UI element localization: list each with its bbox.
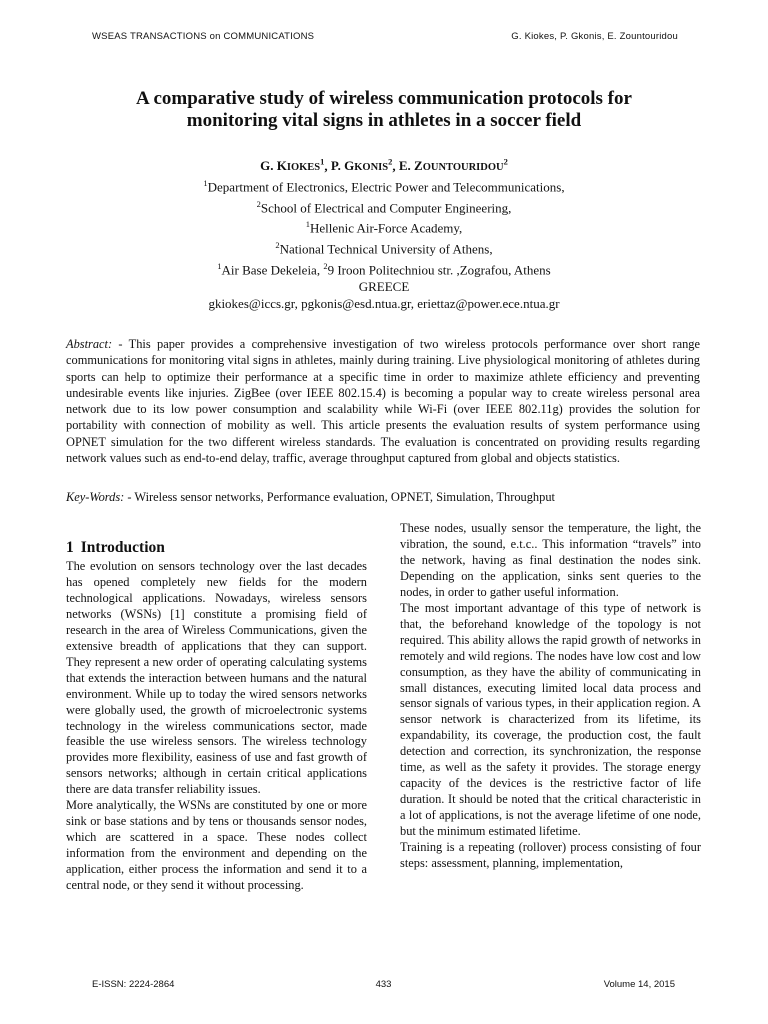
left-column	[66, 538, 367, 894]
paragraph: The most important advantage of this type of network is that, the beforehand knowledge of the topology is not required. This ability allows the rapid growth of networks in remotely and wild regions. The nodes have low cost and low consumption, as they have the ability of communicating in small distances, executing limited local data process and sensor signals of various types, in their application region. A sensor network is characterized from its lifetime, its expandability, its coverage, the production cost, the fault detection and correction, its synchronization, the response time, as well as the safety it provides. The storage energy capacity of the devices is the restrictive factor of life duration. It should be noted that the critical characteristic in a lot of applications, is not the average lifetime of one node, but the minimum estimated lifetime.	[400, 600, 701, 839]
running-head	[92, 31, 678, 45]
affiliation-3: $^1$Hellenic Air-Force Academy,	[305, 219, 463, 236]
page-footer	[92, 979, 675, 993]
author-3: E. ZOUNTOURIDOU$^2$	[398, 157, 508, 174]
paragraph: Training is a repeating (rollover) process consisting of four steps: assessment, planning, implementation,	[400, 840, 701, 871]
author-2: P. GKONIS$^2$	[330, 157, 393, 174]
keywords-text: - Wireless sensor networks, Performance evaluation, OPNET, Simulation, Throughput	[124, 490, 555, 504]
paragraph: The evolution on sensors technology over the last decades has opened completely new fields for the modern technological applications. Nowadays, wireless sensors networks (WSNs) [1] constitute a promising field of research in the area of Wireless Communications, given the extensive breadth of applications that they can support. They represent a new order of operating calculating systems that extends the interaction between humans and the natural environment. While up to today the wired sensors networks were globally used, the growth of microelectronic systems technology in the wireless communications sector, made feasible the use wireless sensors. The wireless technology provides more flexibility, easiness of use and fast growth of sensors networks; although in certain critical applications there are data transfer reliability issues.	[66, 559, 367, 797]
paper-title	[70, 88, 698, 132]
author-1: G. KIOKES$^1$	[260, 157, 325, 174]
affiliation-address: $^1$Air Base Dekeleia, $^2$9 Iroon Politechniou str. ,Zografou, Athens	[217, 260, 551, 277]
section-heading	[66, 538, 367, 558]
paragraph: More analytically, the WSNs are constituted by one or more sink or base stations and by tens or thousands sensor nodes, which are scattered in a space. These nodes collect information from the environment and depending on the application, either process the information and send it to a central node, or they send it without processing.	[66, 798, 367, 893]
page-number: 433	[375, 979, 392, 990]
keywords	[66, 489, 700, 505]
affiliation-2: $^2$School of Electrical and Computer Engineering,	[256, 198, 512, 215]
running-head-authors: G. Kiokes, P. Gkonis, E. Zountouridou	[511, 31, 678, 42]
author-list: G. KIOKES$^1$, P. GKONIS$^2$, E. ZOUNTOURIDOU$^2$	[260, 157, 508, 174]
paper-title-line-2: monitoring vital signs in athletes in a soccer field	[186, 110, 582, 131]
keywords-label: Key-Words:	[66, 490, 125, 504]
footer-issn: E-ISSN: 2224-2864	[92, 979, 175, 990]
section-title: Introduction	[80, 539, 165, 556]
paper-title-line-1: A comparative study of wireless communication protocols for	[136, 88, 632, 109]
affiliation-4: $^2$National Technical University of Athens,	[275, 239, 493, 257]
journal-name: WSEAS TRANSACTIONS on COMMUNICATIONS	[92, 31, 315, 42]
author-emails: gkiokes@iccs.gr, pgkonis@esd.ntua.gr, eriettaz@power.ece.ntua.gr	[208, 296, 560, 312]
paragraph: These nodes, usually sensor the temperature, the light, the vibration, the sound, e.t.c.. This information “travels” into the network, having as final destination the nodes sink. Depending on the application, sinks sent queries to the nodes, in order to gather useful information.	[400, 521, 701, 599]
footer-volume: Volume 14, 2015	[603, 979, 675, 990]
affiliation-country: GREECE	[358, 279, 410, 295]
abstract-label: Abstract: -	[66, 337, 123, 351]
section-number: 1	[66, 539, 74, 556]
abstract	[66, 336, 700, 466]
affiliations	[0, 175, 768, 313]
abstract-text: This paper provides a comprehensive investigation of two wireless protocols performance over short range communications for monitoring vital signs in athletes, mainly during training. Live physiological monitoring of athletes during sports can help to optimize their performance at a specific time in order to maximize athlete efficiency and preventing undesirable events like injuries. ZigBee (over IEEE 802.15.4) is becoming a popular way to create wireless personal area network due to its low power consumption and scalability while Wi-Fi (over IEEE 802.11g) provides the solution for portability with connection of mobility as well. This article presents the evaluation results of system performance using OPNET simulation for the two different wireless standards. The evaluation is concentrated on providing results regarding network values such as end-to-end delay, traffic, average throughput captured from global and objects statistics.	[66, 337, 700, 466]
right-column	[400, 521, 701, 872]
affiliation-1: $^1$Department of Electronics, Electric Power and Telecommunications,	[203, 178, 565, 195]
